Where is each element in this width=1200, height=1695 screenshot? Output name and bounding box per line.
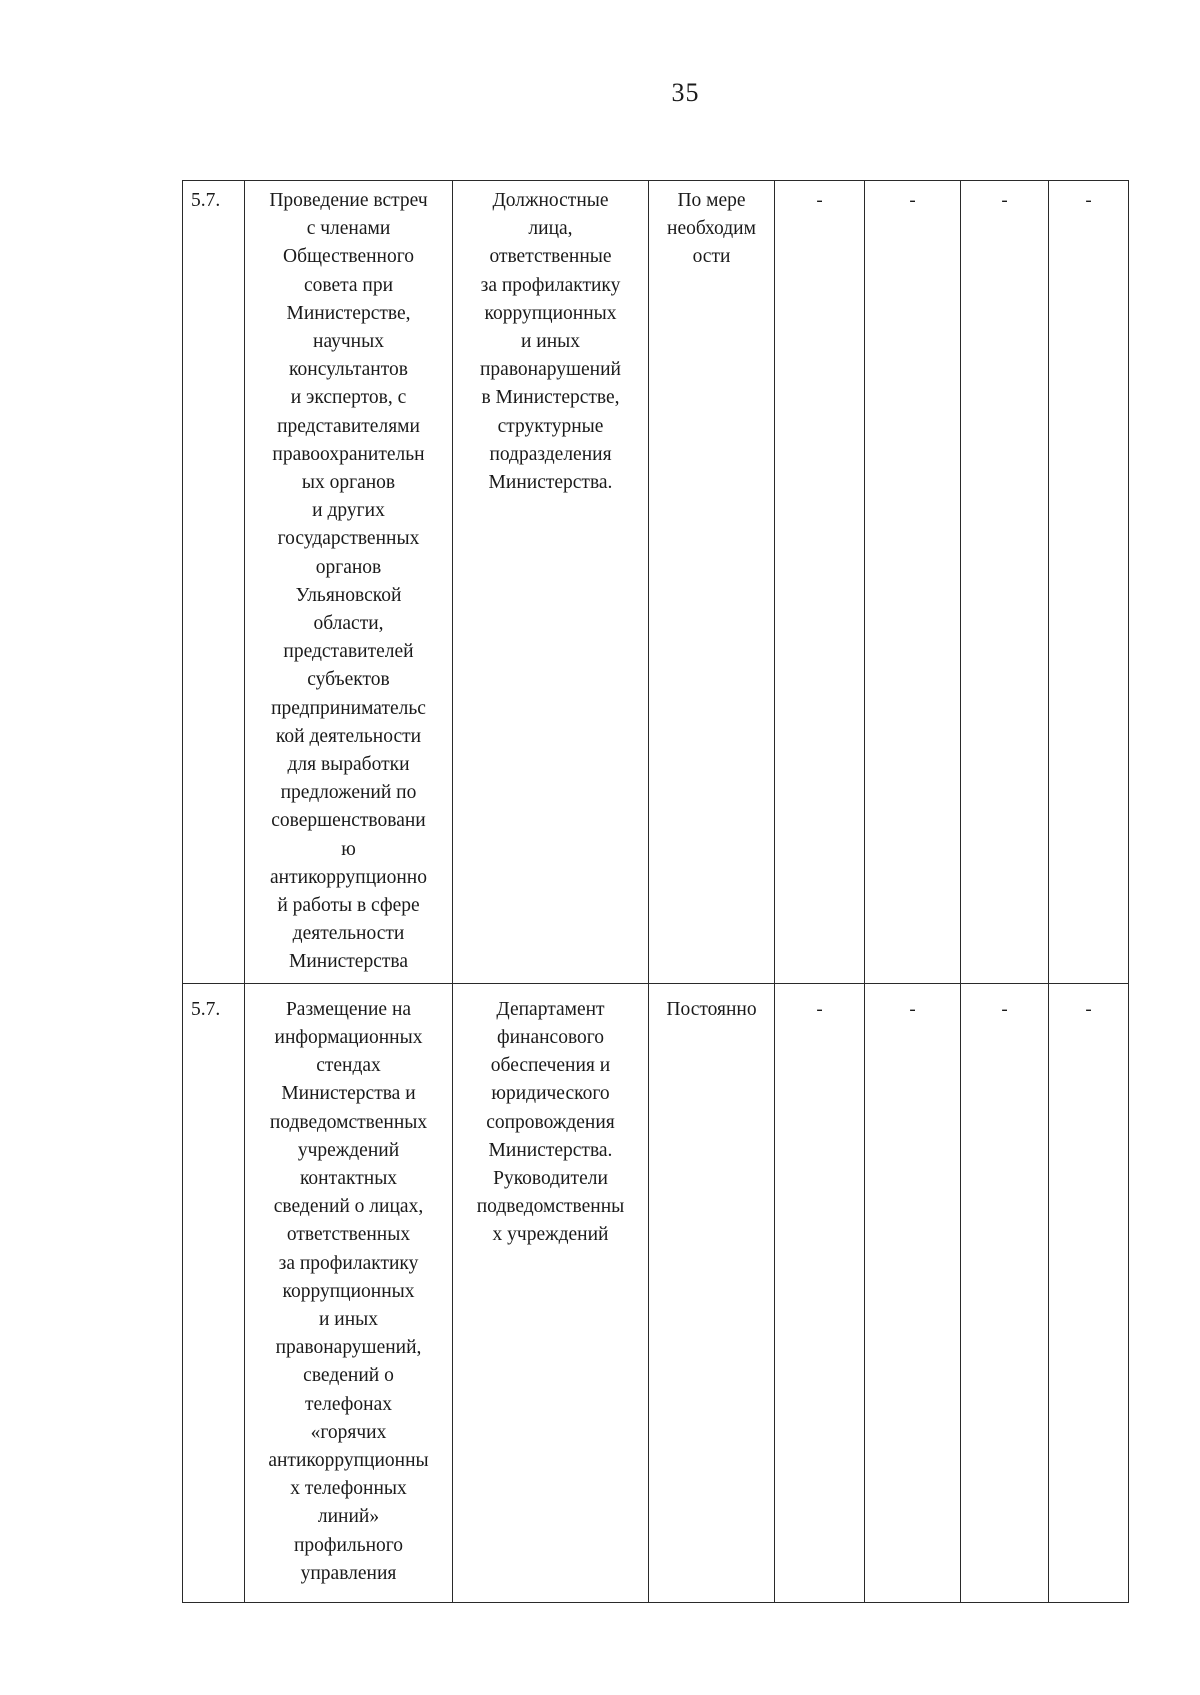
value-cell — [961, 181, 1049, 984]
event-text: Размещение на информационных стендах Министерства и подведомственных учреждений контактных сведений о лицах, ответственных за профилактику коррупционных и иных правонарушений, сведений о телефонах «горячих антикоррупционны х телефонных линий» профильного управления — [268, 998, 429, 1584]
value-dash: - — [909, 998, 916, 1020]
deadline-cell — [649, 181, 775, 984]
value-cell — [775, 181, 865, 984]
deadline-cell — [649, 983, 775, 1602]
value-cell — [865, 181, 961, 984]
item-number-cell — [183, 181, 245, 984]
value-cell — [1049, 983, 1129, 1602]
value-cell — [775, 983, 865, 1602]
event-cell — [245, 983, 453, 1602]
table-row — [183, 983, 1129, 1602]
value-dash: - — [1001, 998, 1008, 1020]
responsible-cell — [453, 181, 649, 984]
event-cell — [245, 181, 453, 984]
value-cell — [1049, 181, 1129, 984]
item-number-cell — [183, 983, 245, 1602]
responsible-text: Департамент финансового обеспечения и юридического сопровождения Министерства. Руководители подведомственны х учреждений — [476, 998, 625, 1246]
value-dash: - — [1001, 190, 1008, 211]
value-dash: - — [816, 190, 823, 211]
value-cell — [961, 983, 1049, 1602]
deadline-text: По мере необходим ости — [667, 190, 756, 268]
value-dash: - — [909, 190, 916, 211]
responsible-text: Должностные лица, ответственные за профилактику коррупционных и иных правонарушений в Министерстве, структурные подразделения Министерства. — [480, 190, 621, 494]
value-cell — [865, 983, 961, 1602]
deadline-text: Постоянно — [666, 998, 757, 1020]
table-row — [183, 181, 1129, 984]
responsible-cell — [453, 983, 649, 1602]
value-dash: - — [816, 998, 823, 1020]
page-number: 35 — [671, 78, 700, 107]
value-dash: - — [1085, 998, 1092, 1020]
item-number: 5.7. — [191, 190, 221, 211]
item-number: 5.7. — [191, 998, 221, 1020]
plan-table — [182, 180, 1129, 1603]
value-dash: - — [1085, 190, 1092, 211]
event-text: Проведение встреч с членами Общественного совета при Министерстве, научных консультантов и экспертов, с представителями правоохранительн ых органов и других государственных органов Ульяновской области, представителей субъектов предпринимательс кой деятельности для выработки предложений по совершенствовани ю антикоррупционно й работы в сфере деятельности Министерства — [269, 190, 428, 973]
